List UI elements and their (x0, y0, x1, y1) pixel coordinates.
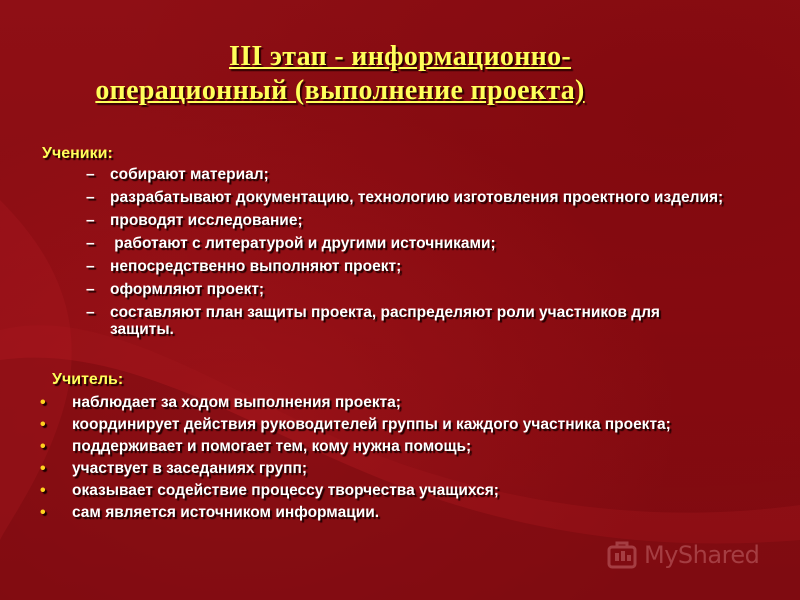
students-list (86, 166, 726, 344)
list-item (86, 189, 726, 206)
list-item-text: сам является источником информации. (72, 504, 380, 521)
list-item (40, 438, 720, 455)
dash-marker: – (86, 235, 95, 252)
dash-marker: – (86, 258, 95, 275)
list-item-text: составляют план защиты проекта, распределяют роли участников для защиты. (110, 304, 660, 338)
list-item (86, 166, 726, 183)
list-item-text: разрабатывают документацию, технологию изготовления проектного изделия; (110, 189, 724, 206)
bullet-marker: • (40, 482, 46, 499)
list-item-text: поддерживает и помогает тем, кому нужна помощь; (72, 438, 472, 455)
dash-marker: – (86, 304, 95, 321)
list-item-text: проводят исследование; (110, 212, 303, 229)
dash-marker: – (86, 212, 95, 229)
watermark-text: MyShared (644, 541, 760, 569)
list-item-text: участвует в заседаниях групп; (72, 460, 308, 477)
students-heading: Ученики: (42, 145, 113, 162)
list-item-text: оформляют проект; (110, 281, 265, 298)
list-item (40, 460, 720, 477)
myshared-watermark[interactable] (606, 536, 776, 574)
bullet-marker: • (40, 394, 46, 411)
bullet-marker: • (40, 438, 46, 455)
list-item (40, 504, 720, 521)
list-item-text: координирует действия руководителей группы и каждого участника проекта; (72, 416, 671, 433)
title-line-2: операционный (выполнение проекта) (95, 75, 585, 106)
dash-marker: – (86, 189, 95, 206)
bullet-marker: • (40, 504, 46, 521)
teacher-list (40, 394, 720, 526)
bullet-marker: • (40, 416, 46, 433)
list-item (86, 281, 726, 298)
dash-marker: – (86, 166, 95, 183)
list-item-text: наблюдает за ходом выполнения проекта; (72, 394, 401, 411)
title-line-1: III этап - информационно- (229, 41, 571, 72)
bullet-marker: • (40, 460, 46, 477)
slide-title (0, 40, 800, 108)
list-item (40, 416, 720, 433)
list-item (40, 482, 720, 499)
teacher-heading: Учитель: (52, 371, 124, 388)
list-item (86, 235, 726, 252)
list-item-text: работают с литературой и другими источниками; (110, 235, 496, 252)
list-item (86, 258, 726, 275)
list-item-text: собирают материал; (110, 166, 269, 183)
list-item (86, 304, 726, 338)
list-item (40, 394, 720, 411)
list-item (86, 212, 726, 229)
dash-marker: – (86, 281, 95, 298)
myshared-logo-icon (606, 538, 640, 572)
list-item-text: оказывает содействие процессу творчества учащихся; (72, 482, 499, 499)
list-item-text: непосредственно выполняют проект; (110, 258, 402, 275)
